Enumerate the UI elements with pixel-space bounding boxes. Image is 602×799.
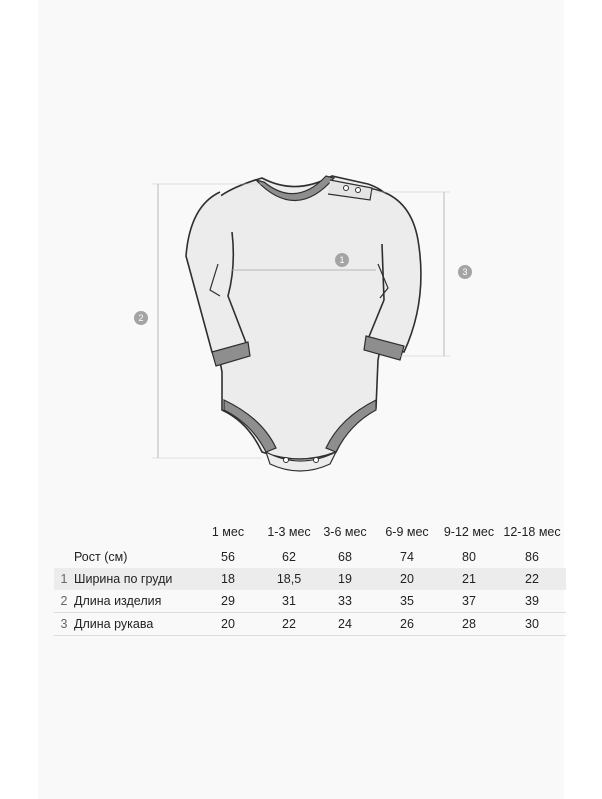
column-header: 3-6 мес xyxy=(323,525,367,539)
table-cell: 22 xyxy=(262,613,316,636)
table-cell: 35 xyxy=(400,594,414,608)
table-cell: 29 xyxy=(221,594,235,608)
badge-2 xyxy=(134,311,148,325)
table-cell: 37 xyxy=(462,594,476,608)
table-cell: 31 xyxy=(282,594,296,608)
table-cell: 22 xyxy=(498,568,566,590)
row-label: Длина изделия xyxy=(74,594,162,608)
row-number xyxy=(54,546,74,568)
row-number: 3 xyxy=(54,613,74,636)
table-cell: 19 xyxy=(316,568,374,590)
snap-button xyxy=(356,188,361,193)
table-cell: 20 xyxy=(374,568,440,590)
column-header: 1-3 мес xyxy=(267,525,311,539)
table-cell: 18 xyxy=(194,568,262,590)
column-header: 6-9 мес xyxy=(385,525,429,539)
svg-text:2: 2 xyxy=(138,313,144,323)
table-cell: 33 xyxy=(338,594,352,608)
table-cell: 30 xyxy=(498,613,566,636)
table-cell: 18,5 xyxy=(262,568,316,590)
badge-1 xyxy=(335,253,349,267)
table-cell: 39 xyxy=(525,594,539,608)
column-header: 9-12 мес xyxy=(443,525,495,539)
snap-button xyxy=(314,458,319,463)
badge-3 xyxy=(458,265,472,279)
svg-text:1: 1 xyxy=(339,255,345,265)
column-header: 1 мес xyxy=(211,525,245,539)
size-table xyxy=(54,518,566,636)
table-cell: 56 xyxy=(221,550,235,564)
svg-text:3: 3 xyxy=(462,267,468,277)
table-row xyxy=(54,568,566,590)
table-cell: 62 xyxy=(282,550,296,564)
table-header-row xyxy=(54,518,566,546)
table-cell: 21 xyxy=(440,568,498,590)
table-row xyxy=(54,613,566,636)
row-label: Длина рукава xyxy=(74,613,194,636)
table-cell: 26 xyxy=(374,613,440,636)
column-header: 12-18 мес xyxy=(503,525,561,539)
table-row xyxy=(54,546,566,568)
table-cell: 28 xyxy=(440,613,498,636)
row-label: Ширина по груди xyxy=(74,568,194,590)
table-cell: 24 xyxy=(316,613,374,636)
table-cell: 20 xyxy=(194,613,262,636)
row-label: Рост (см) xyxy=(74,550,128,564)
table-cell: 80 xyxy=(462,550,476,564)
row-number: 1 xyxy=(54,568,74,590)
table-cell: 74 xyxy=(400,550,414,564)
snap-button xyxy=(284,458,289,463)
table-row xyxy=(54,590,566,613)
table-cell: 68 xyxy=(338,550,352,564)
row-number: 2 xyxy=(60,594,68,608)
table-cell: 86 xyxy=(525,550,539,564)
snap-button xyxy=(344,186,349,191)
